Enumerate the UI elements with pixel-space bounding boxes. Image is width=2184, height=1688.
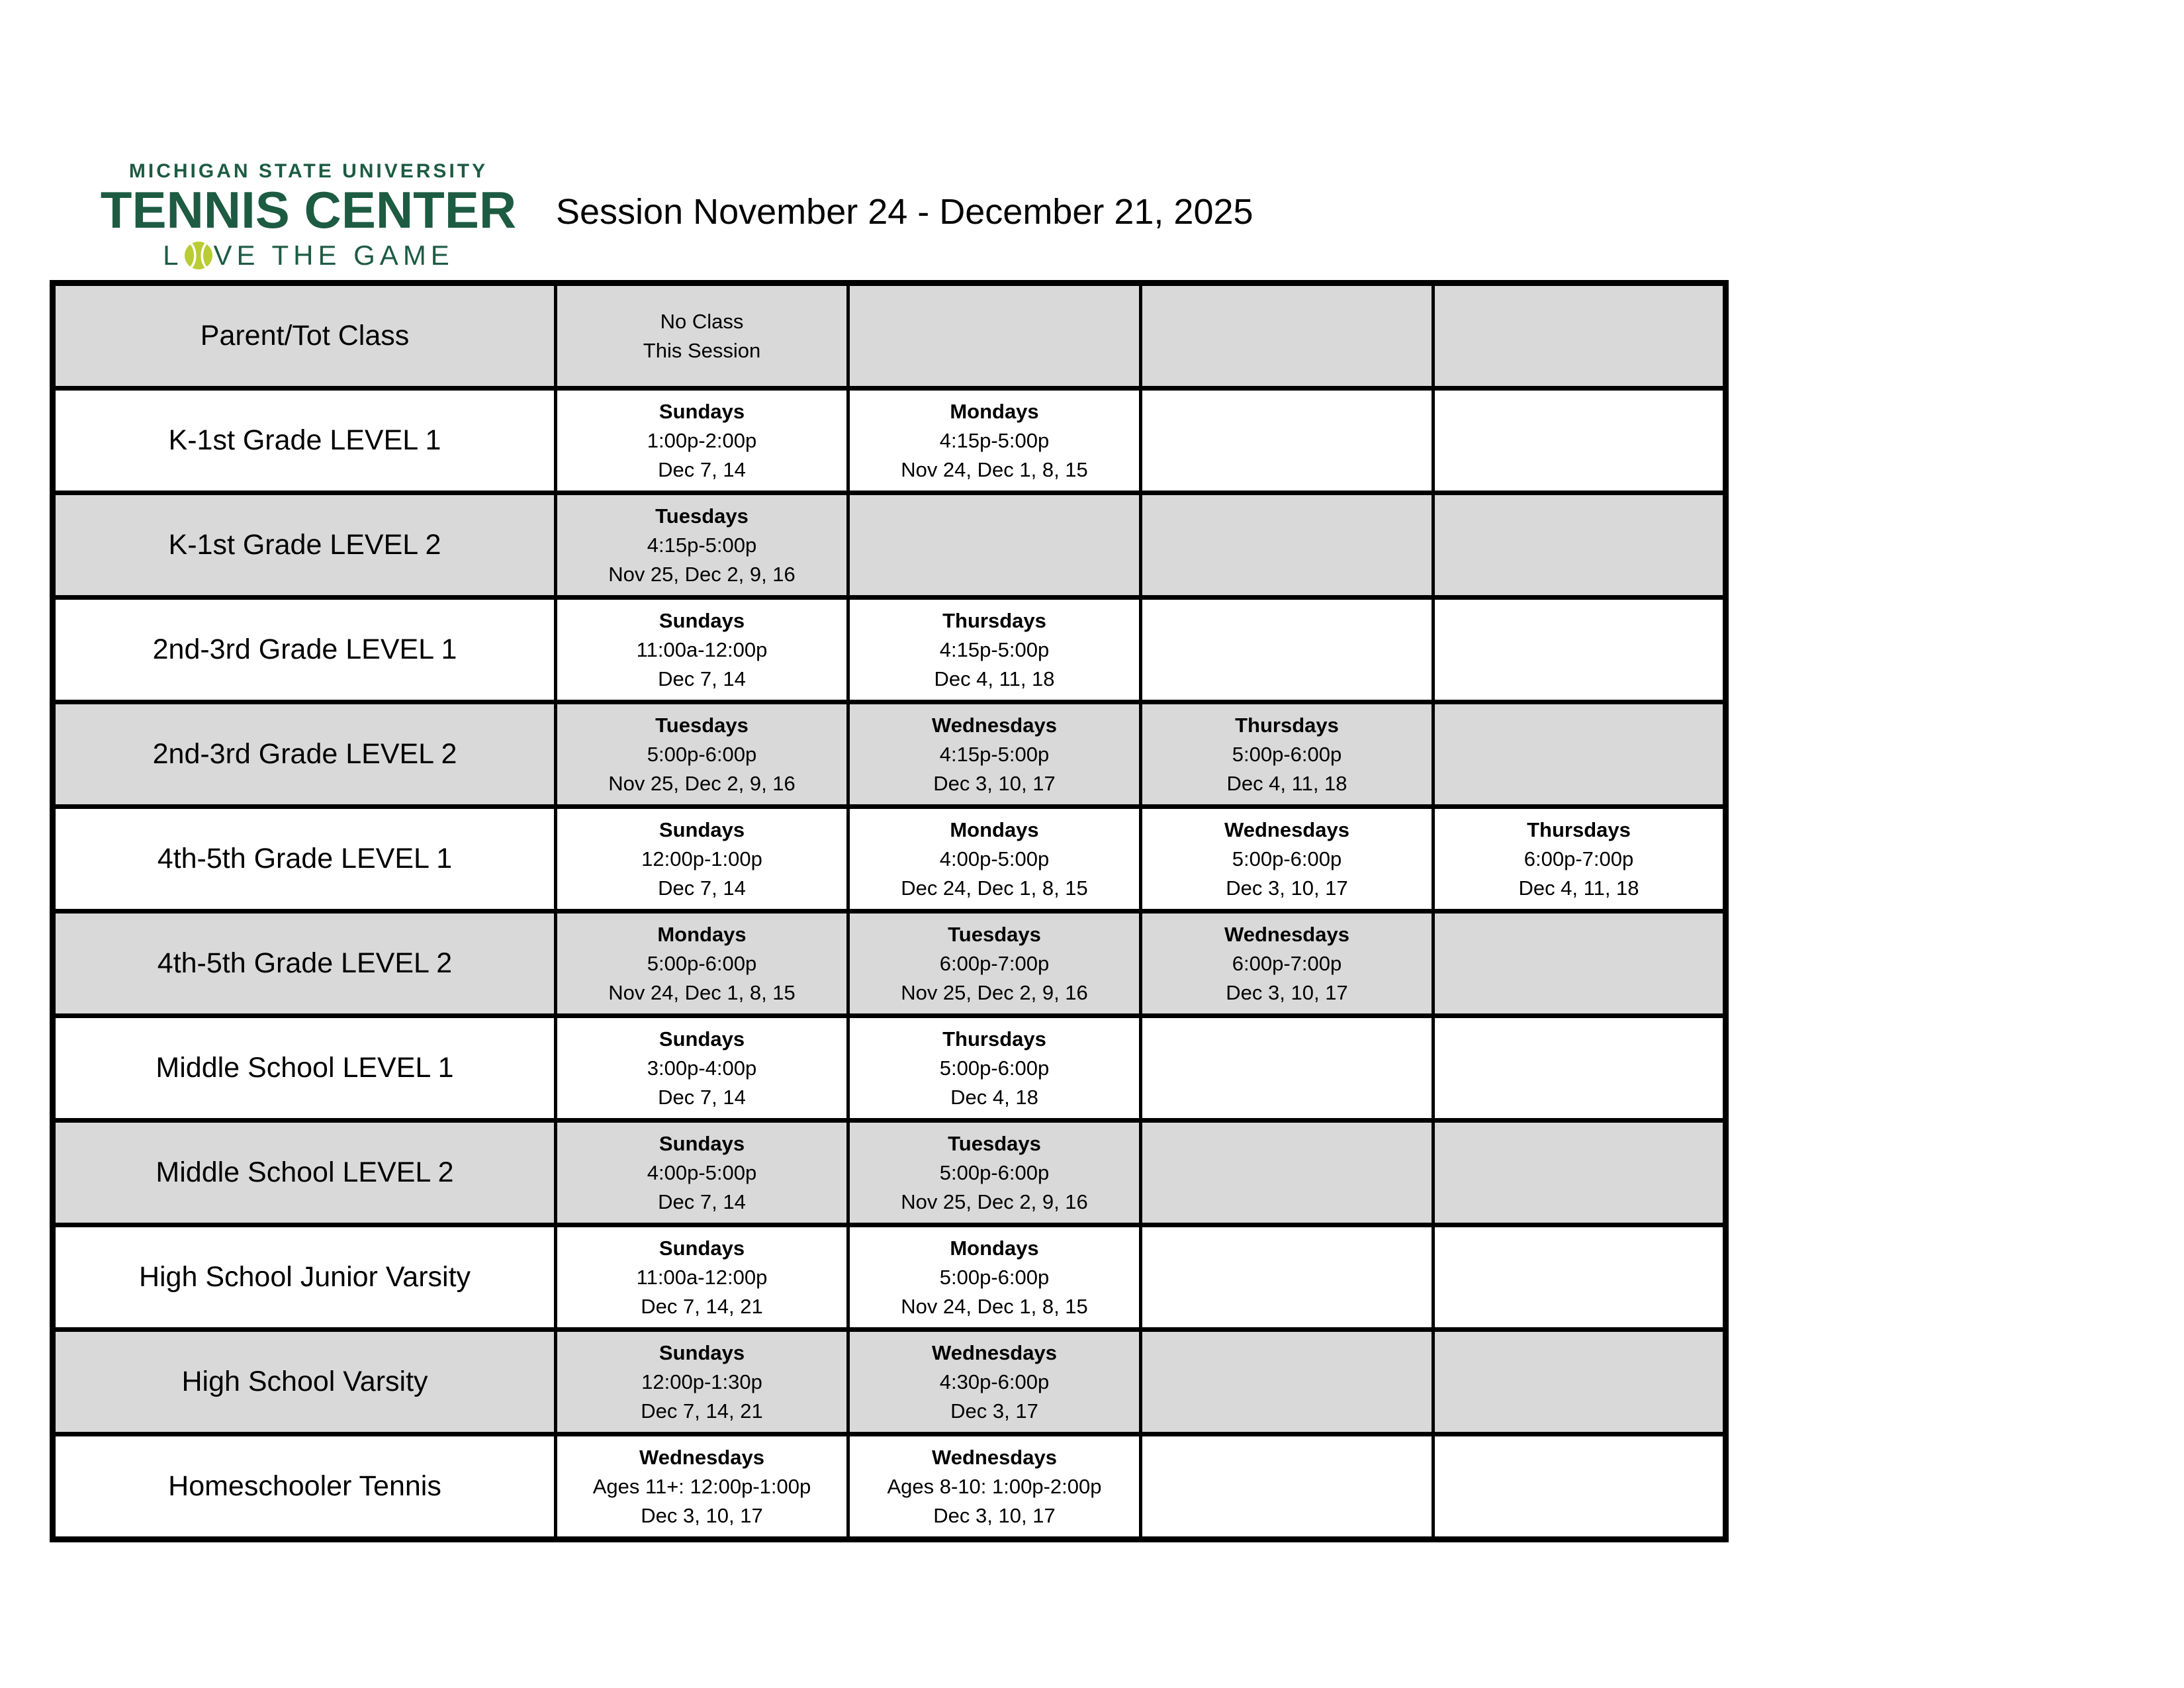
session-slot-cell [1141, 702, 1433, 807]
class-name-label: K-1st Grade LEVEL 2 [53, 493, 556, 598]
slot-dates: Dec 4, 11, 18 [934, 667, 1055, 690]
empty-slot-cell [1141, 1434, 1433, 1540]
slot-day-name: Sundays [659, 1236, 745, 1260]
empty-slot-cell [1141, 1016, 1433, 1121]
session-slot-cell [848, 1121, 1141, 1225]
tennis-ball-icon [184, 241, 213, 270]
slot-day-name: Mondays [950, 1236, 1039, 1260]
session-slot-cell [556, 912, 848, 1016]
slot-dates: Dec 3, 10, 17 [1226, 876, 1348, 900]
logo-tagline-prefix: L [163, 240, 183, 271]
slot-time: 4:15p-5:00p [939, 428, 1050, 452]
logo-university-name: MICHIGAN STATE UNIVERSITY [128, 160, 488, 182]
session-slot-cell [556, 807, 848, 912]
slot-day-name: Thursdays [1527, 818, 1631, 841]
slot-time: 4:15p-5:00p [939, 637, 1050, 661]
empty-slot-cell [1433, 1121, 1726, 1225]
slot-time: 11:00a-12:00p [636, 1265, 768, 1289]
schedule-row [53, 1121, 1726, 1225]
empty-slot-cell [1433, 912, 1726, 1016]
empty-slot-cell [1433, 1225, 1726, 1330]
empty-slot-cell [1433, 493, 1726, 598]
slot-day-name: Wednesdays [639, 1445, 764, 1469]
class-name-label: 2nd-3rd Grade LEVEL 2 [53, 702, 556, 807]
schedule-table-container [50, 280, 1729, 1542]
logo-tagline [99, 240, 518, 271]
schedule-row [53, 598, 1726, 702]
empty-slot-cell [1141, 1121, 1433, 1225]
session-slot-cell [556, 389, 848, 493]
logo-tennis-center-name: TENNIS CENTER [100, 181, 517, 239]
slot-time: 5:00p-6:00p [647, 742, 757, 766]
slot-dates: Nov 25, Dec 2, 9, 16 [901, 1190, 1088, 1213]
slot-dates: Dec 7, 14 [658, 667, 746, 690]
slot-day-name: Thursdays [942, 1027, 1046, 1051]
slot-dates: Dec 4, 11, 18 [1226, 771, 1347, 795]
slot-time: 4:15p-5:00p [939, 742, 1050, 766]
session-slot-cell [556, 493, 848, 598]
slot-time: 4:30p-6:00p [939, 1370, 1050, 1393]
session-slot-cell [848, 1016, 1141, 1121]
slot-dates: Nov 25, Dec 2, 9, 16 [608, 562, 796, 586]
slot-day-name: Wednesdays [1224, 922, 1349, 946]
session-slot-cell [1141, 807, 1433, 912]
empty-slot-cell [1433, 598, 1726, 702]
slot-time: 11:00a-12:00p [636, 637, 768, 661]
class-name-label: 4th-5th Grade LEVEL 2 [53, 912, 556, 1016]
slot-day-name: Wednesdays [1224, 818, 1349, 841]
slot-dates: Dec 3, 10, 17 [933, 771, 1056, 795]
slot-dates: Dec 4, 11, 18 [1518, 876, 1639, 900]
session-slot-cell [848, 598, 1141, 702]
slot-time: Ages 8-10: 1:00p-2:00p [887, 1474, 1102, 1498]
slot-dates: Nov 25, Dec 2, 9, 16 [608, 771, 796, 795]
class-name-label: 4th-5th Grade LEVEL 1 [53, 807, 556, 912]
slot-day-name: Sundays [659, 1027, 745, 1051]
session-title: Session November 24 - December 21, 2025 [556, 192, 1253, 232]
slot-time: 6:00p-7:00p [1232, 951, 1342, 975]
slot-dates: Dec 7, 14 [658, 457, 746, 481]
slot-day-name: Mondays [657, 922, 747, 946]
session-slot-cell [848, 702, 1141, 807]
schedule-row [53, 807, 1726, 912]
empty-slot-cell [1433, 389, 1726, 493]
session-slot-cell [556, 1434, 848, 1540]
slot-day-name: Sundays [659, 608, 745, 632]
slot-day-name: Tuesdays [655, 504, 749, 528]
slot-time: 5:00p-6:00p [939, 1265, 1050, 1289]
slot-time: 4:00p-5:00p [647, 1160, 757, 1184]
schedule-table [50, 280, 1729, 1542]
empty-slot-cell [848, 283, 1141, 389]
class-name-label: Middle School LEVEL 2 [53, 1121, 556, 1225]
slot-time: 6:00p-7:00p [939, 951, 1050, 975]
msu-tennis-center-logo [99, 160, 518, 271]
class-name-label: Homeschooler Tennis [53, 1434, 556, 1540]
empty-slot-cell [1141, 389, 1433, 493]
slot-time: 5:00p-6:00p [1232, 742, 1342, 766]
slot-time: 12:00p-1:00p [641, 847, 762, 870]
session-slot-cell [848, 1434, 1141, 1540]
slot-dates: Nov 24, Dec 1, 8, 15 [901, 457, 1088, 481]
session-slot-cell [848, 1225, 1141, 1330]
slot-time: 6:00p-7:00p [1524, 847, 1634, 870]
slot-day-name: Wednesdays [932, 1340, 1057, 1364]
slot-time: 5:00p-6:00p [1232, 847, 1342, 870]
slot-day-name: Sundays [659, 1340, 745, 1364]
slot-dates: Nov 24, Dec 1, 8, 15 [901, 1294, 1088, 1318]
empty-slot-cell [1141, 1225, 1433, 1330]
schedule-row [53, 1330, 1726, 1434]
slot-day-name: Wednesdays [932, 1445, 1057, 1469]
slot-day-name: Tuesdays [948, 922, 1041, 946]
slot-time: Ages 11+: 12:00p-1:00p [592, 1474, 811, 1498]
empty-slot-cell [1433, 702, 1726, 807]
slot-time: 5:00p-6:00p [939, 1160, 1050, 1184]
session-slot-cell [556, 598, 848, 702]
schedule-row [53, 702, 1726, 807]
empty-slot-cell [848, 493, 1141, 598]
slot-time: 12:00p-1:30p [641, 1370, 762, 1393]
slot-day-name: Tuesdays [655, 713, 749, 737]
slot-day-name: Tuesdays [948, 1131, 1041, 1155]
slot-day-name: Sundays [659, 818, 745, 841]
empty-slot-cell [1433, 283, 1726, 389]
empty-slot-cell [1433, 1330, 1726, 1434]
schedule-row [53, 1016, 1726, 1121]
session-slot-cell [1433, 807, 1726, 912]
schedule-row [53, 389, 1726, 493]
session-slot-cell [556, 1330, 848, 1434]
empty-slot-cell [1141, 598, 1433, 702]
slot-note: No Class [660, 309, 744, 333]
slot-dates: Nov 24, Dec 1, 8, 15 [608, 980, 796, 1004]
class-name-label: High School Junior Varsity [53, 1225, 556, 1330]
slot-dates: Dec 7, 14, 21 [641, 1399, 763, 1423]
slot-dates: Dec 4, 18 [950, 1085, 1038, 1109]
slot-dates: Dec 7, 14, 21 [641, 1294, 763, 1318]
empty-slot-cell [1433, 1434, 1726, 1540]
slot-time: 4:15p-5:00p [647, 533, 757, 557]
slot-time: 4:00p-5:00p [939, 847, 1050, 870]
session-slot-cell [556, 702, 848, 807]
class-name-label: Middle School LEVEL 1 [53, 1016, 556, 1121]
schedule-row [53, 1225, 1726, 1330]
schedule-table-body [53, 283, 1726, 1540]
slot-day-name: Thursdays [1235, 713, 1339, 737]
slot-dates: Dec 3, 17 [950, 1399, 1038, 1423]
session-slot-cell [556, 1121, 848, 1225]
session-slot-cell [848, 389, 1141, 493]
slot-dates: Dec 24, Dec 1, 8, 15 [901, 876, 1088, 900]
schedule-row [53, 493, 1726, 598]
slot-dates: Dec 7, 14 [658, 1085, 746, 1109]
class-name-label: High School Varsity [53, 1330, 556, 1434]
slot-dates: Dec 3, 10, 17 [641, 1503, 763, 1527]
class-name-label: Parent/Tot Class [53, 283, 556, 389]
slot-time: 1:00p-2:00p [647, 428, 757, 452]
slot-day-name: Sundays [659, 399, 745, 423]
slot-dates: Dec 3, 10, 17 [1226, 980, 1348, 1004]
session-slot-cell [848, 807, 1141, 912]
slot-dates: Dec 3, 10, 17 [933, 1503, 1056, 1527]
slot-day-name: Wednesdays [932, 713, 1057, 737]
class-name-label: K-1st Grade LEVEL 1 [53, 389, 556, 493]
slot-dates: Dec 7, 14 [658, 876, 746, 900]
slot-time: 5:00p-6:00p [939, 1056, 1050, 1080]
empty-slot-cell [1141, 493, 1433, 598]
schedule-row [53, 912, 1726, 1016]
session-slot-cell [556, 283, 848, 389]
slot-dates: Dec 7, 14 [658, 1190, 746, 1213]
session-slot-cell [848, 912, 1141, 1016]
class-name-label: 2nd-3rd Grade LEVEL 1 [53, 598, 556, 702]
slot-time: 3:00p-4:00p [647, 1056, 757, 1080]
slot-time: 5:00p-6:00p [647, 951, 757, 975]
slot-dates: Nov 25, Dec 2, 9, 16 [901, 980, 1088, 1004]
schedule-row [53, 1434, 1726, 1540]
slot-time: This Session [643, 338, 761, 362]
session-slot-cell [556, 1225, 848, 1330]
empty-slot-cell [1141, 283, 1433, 389]
schedule-row [53, 283, 1726, 389]
empty-slot-cell [1433, 1016, 1726, 1121]
slot-day-name: Thursdays [942, 608, 1046, 632]
session-slot-cell [848, 1330, 1141, 1434]
slot-day-name: Sundays [659, 1131, 745, 1155]
empty-slot-cell [1141, 1330, 1433, 1434]
session-slot-cell [556, 1016, 848, 1121]
slot-day-name: Mondays [950, 818, 1039, 841]
session-slot-cell [1141, 912, 1433, 1016]
logo-tagline-suffix: VE THE GAME [213, 240, 454, 271]
slot-day-name: Mondays [950, 399, 1039, 423]
